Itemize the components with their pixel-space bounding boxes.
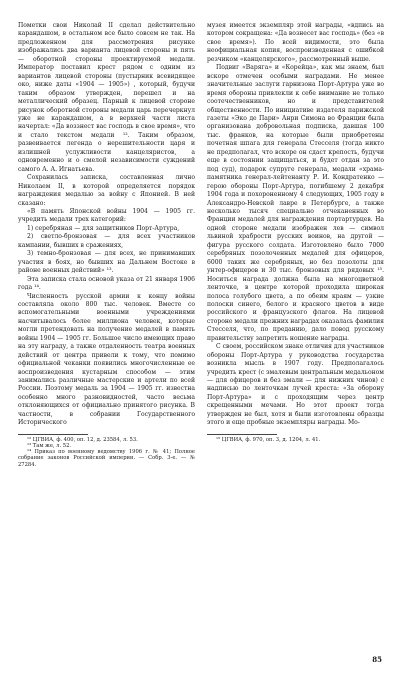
footnote: ¹⁵ ЦГВИА, ф. 970, оп. 3, д. 1204, л. 41. bbox=[216, 436, 321, 443]
paragraph: Сохранилась записка, составленная лично Николаем II, в которой определяется порядок награждения медалью за войну с Японией. В ней сказано: bbox=[18, 174, 195, 207]
footnotes-left bbox=[18, 437, 195, 468]
footnote: ¹² ЦГВИА, ф. 400, оп. 12, д. 23584, л. 53. bbox=[27, 436, 138, 443]
quote-paragraph: «В память Японской войны 1904 — 1905 гг. учредить медали трех категорий: bbox=[18, 207, 195, 224]
footnote-divider bbox=[207, 434, 277, 435]
list-item: 1) серебряная — для защитников Порт-Артура, bbox=[27, 224, 180, 232]
paragraph: Численность русской армии к концу войны составляла около 800 тыс. человек. Вместе со вспомогательными военными учреждениями насчитывалось более миллиона человек, которые могли претендовать на получение медалей в память войны 1904 — 1905 гг. Большое число имеющих право на эту награду, а также отдаленность театра военных действий от центра привели к тому, что помимо официальной чеканки появились многочисленные ее воспроизведения кустарным способом — этим занимались различные мастерские и артели по всей России. Поэтому медаль за 1904 — 1905 гг. известна особенно много разновидностей, часто весьма отклоняющихся от официально принятого рисунка. В частности, в собрании Государственного Исторического bbox=[18, 292, 195, 427]
footnotes-right bbox=[207, 437, 384, 443]
left-column bbox=[18, 22, 195, 468]
list-item: 2) светло-бронзовая — для всех участников кампании, бывших в сражениях, bbox=[18, 233, 195, 249]
paragraph: Пометки свои Николай II сделал действительно карандашом, в остальном все было совсем не так. На предложенном для рассмотрения рисунке изображались два варианта лицевой стороны и пять — оборотной стороны проектируемой медали. Император поставил крест рядом с одним из вариантов лицевой стороны (пустырник всевидящее око, ниже даты «1904 — 1905») , который, будучи таким образом утвержден, перешел и на металлический образец. Парный к лицевой стороне рисунок оборотной стороны медали царь перечеркнул уже не карандашом, а в верхней части листа начертал: «Да воззнест вас господь в свое время», что и стало текстом медали ¹². Таким образом, развеивается легенда о нерешительности царя и излишней услужливости канцеляристов, а одновременно и о смелой независимости суждений самого А. А. Игнатьева. bbox=[18, 22, 195, 173]
paragraph: музея имеется экземпляр этой награды, «вдпись на котором сокращена: «Да вознесет вас господь» (без «в свое время»). По всей видимости, это была неофициальная копия, воспроизведенная с ошибкой резчиком «канцелярского», рассмотренный выше. bbox=[207, 22, 384, 63]
page-number: 85 bbox=[372, 655, 382, 664]
footnote: ¹⁴ Приказ по военному ведомству 1906 г. № 41; Полное собрание законов Российской империи. — Собр. 3-е. — № 27284. bbox=[18, 449, 195, 468]
text-columns bbox=[18, 22, 384, 468]
paragraph: С своем, российском знаке отличия для участников обороны Порт-Артура у руководства государства возникла мысль в 1907 году. Предполагалось учредить крест (с эмалевым центральным медальоном — для офицеров и без эмали — для нижних чинов) с надписью по ленточкам лучей креста: «За оборону Порт-Артура» и с проходящим через центр скрещенными мечами. Но этот проект тогда утвержден не был, хотя и были изготовлены образцы этого и еще пробные экземпляры награды. Мо- bbox=[207, 343, 384, 427]
list-item: 3) темно-бронзовая — для всех, не принимавших участия в боях, но бывших на Дальнем Востоке в районе военных действий» ¹³. bbox=[18, 250, 195, 275]
footnote: ¹³ Там же, л. 52. bbox=[27, 442, 72, 449]
paragraph: Подвиг «Варяга» и «Корейца», как мы знаем, был вскоре отмечен особыми наградами. Не менее значительные заслуги гарнизона Порт-Артура уже во время обороны привлекли к себе внимание не только соотечественников, но и представителей общественности. По инициативе издателя парижской газеты «Эко де Пари» Анри Симона во Франции была организована добровольная подписка, давшая 100 тыс. франков, на которые были приобретены почетная шпага для генерала Стесселя (тогда никто не предполагал, что вскоре он сдаст крепость, будучи еще в состоянии защищаться, и будет отдан за это под суд), подарок супруге генерала, медали «храма-памятника генерал-лейтенанту Р. И. Кондратенко — герою обороны Порт-Артура, погибшему 2 декабря 1904 года и похороненному 4 следующих, 1905 году в Александро-Невской лавре в Петербурге, а также несколько тысяч специально отчеканенных во Франции медалей для награждения портартурцев. На одной стороне медали изображен лев — символ львиной храбрости русских воинов, на другой — фигура русского солдата. Изготовлено было 7000 серебряных позолоченных медалей для офицеров, 6000 таких же серебряных, но без позолоты для унтер-офицеров и 30 тыс. бронзовых для рядовых ¹⁵. Носиться награда должна была на многоцветной ленточке, в центре которой проходила широкая полоса голубого цвета, а по обеим краям — узкие полоски синего, белого и красного цветов в виде российского и французского флагов. На лицевой стороне медали прежних наградах оказалась фамилия Стесселя, что, по преданию, дало повод русскому правительству запретить ношение награды. bbox=[207, 64, 384, 342]
footnote-divider bbox=[18, 434, 88, 435]
paragraph: Эта записка стала основой указа от 21 января 1906 года ¹⁴. bbox=[18, 275, 195, 292]
right-column bbox=[207, 22, 384, 468]
